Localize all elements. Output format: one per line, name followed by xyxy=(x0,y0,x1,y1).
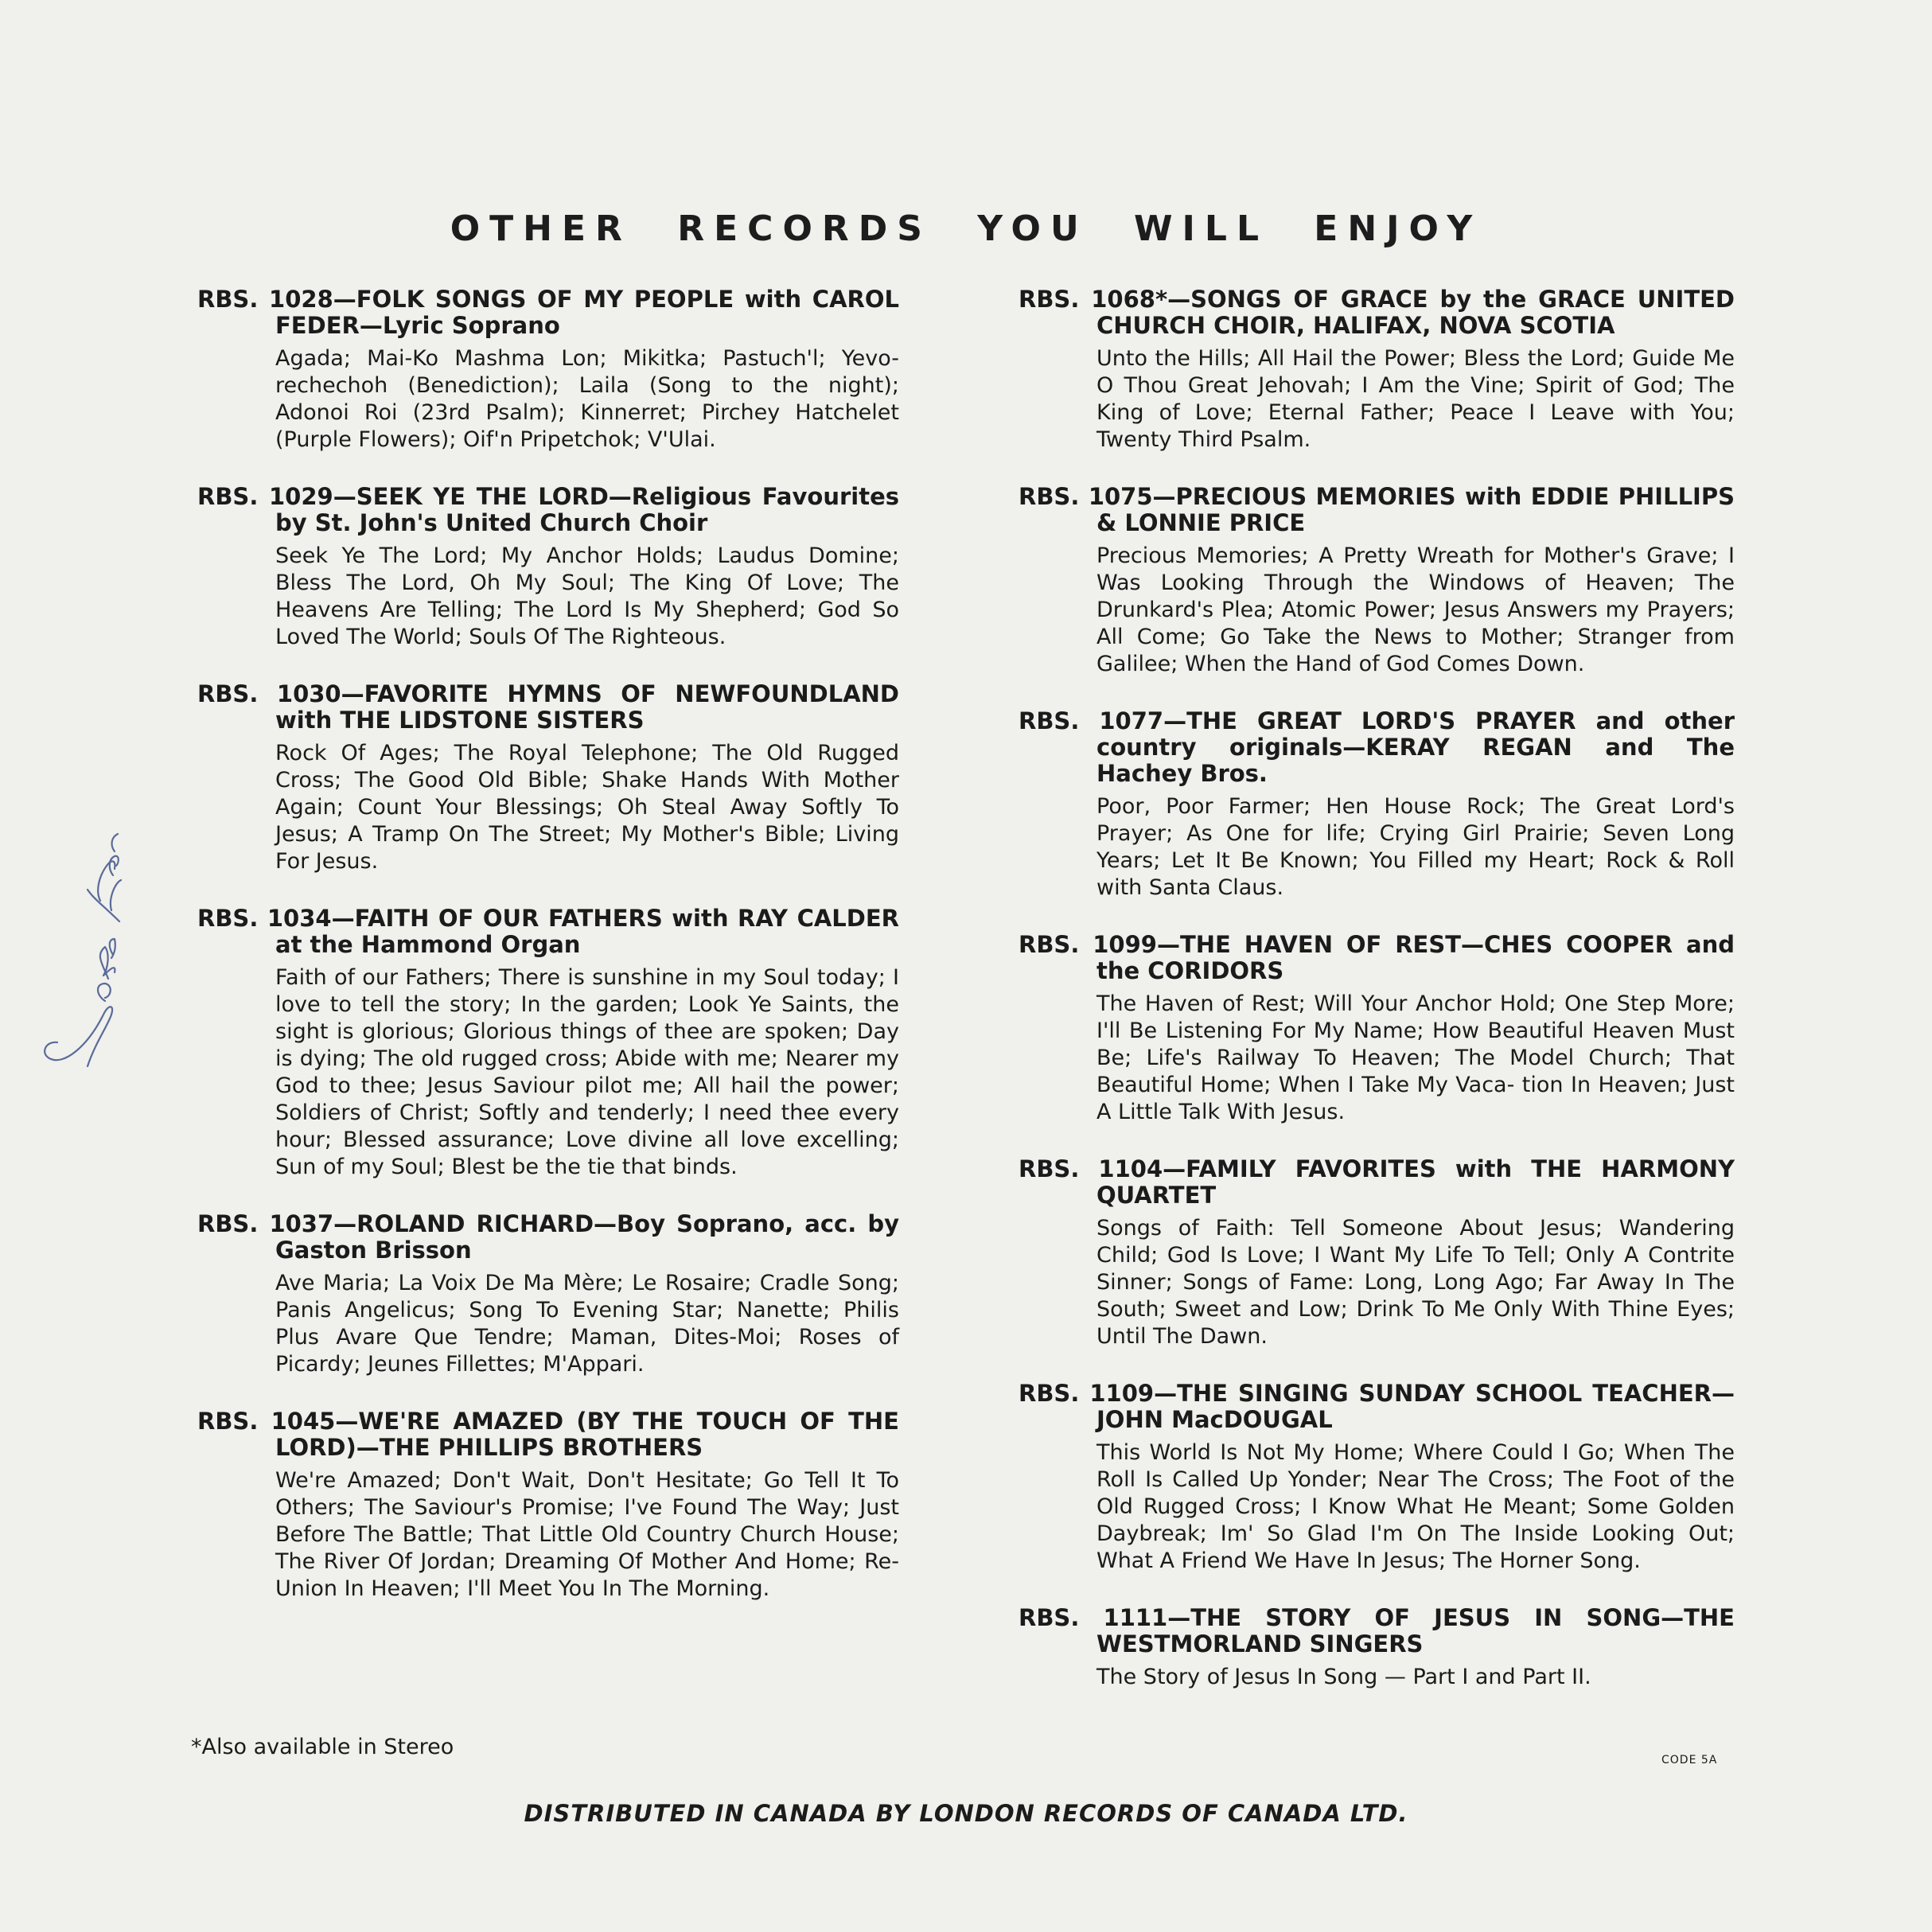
record-title: RBS. 1075—PRECIOUS MEMORIES with EDDIE PHILLIPS & LONNIE PRICE xyxy=(1019,483,1735,536)
page-title: OTHER RECORDS YOU WILL ENJOY xyxy=(450,208,1482,249)
stereo-footnote: *Also available in Stereo xyxy=(191,1735,454,1759)
record-title: RBS. 1077—THE GREAT LORD'S PRAYER and other country originals—KERAY REGAN and The Hachey Bros. xyxy=(1019,707,1735,787)
catalog-code: CODE 5A xyxy=(1661,1754,1718,1766)
record-tracks: This World Is Not My Home; Where Could I Go; When The Roll Is Called Up Yonder; Near The Cross; The Foot of the Old Rugged Cross; I Know What He Meant; Some Golden Daybreak; Im' So Glad I'm On The Inside Looking Out; What A Friend We Have In Jesus; The Horner Song. xyxy=(1096,1440,1735,1573)
list-item xyxy=(197,1408,899,1603)
record-title: RBS. 1045—WE'RE AMAZED (BY THE TOUCH OF THE LORD)—THE PHILLIPS BROTHERS xyxy=(197,1408,899,1461)
list-item xyxy=(1019,1605,1735,1691)
record-tracks: Faith of our Fathers; There is sunshine in my Soul today; I love to tell the story; In the garden; Look Ye Saints, the sight is glorious; Glorious things of thee are spoken; Day is dying; The old rugged cross; Abide with me; Nearer my God to thee; Jesus Saviour pilot me; All hail the power; Soldiers of Christ; Softly and tenderly; I need thee every hour; Blessed assurance; Love divine all love excelling; Sun of my Soul; Blest be the tie that binds. xyxy=(275,965,899,1179)
record-tracks: Agada; Mai-Ko Mashma Lon; Mikitka; Pastuch'l; Yevo- rechechoh (Benediction); Laila (Song to the night); Adonoi Roi (23rd Psalm); Kinnerret; Pirchey Hatchelet (Purple Flowers); Oif'n Pripetchok; V'Ulai. xyxy=(275,346,899,452)
record-title: RBS. 1030—FAVORITE HYMNS OF NEWFOUNDLAND with THE LIDSTONE SISTERS xyxy=(197,680,899,734)
record-tracks: Unto the Hills; All Hail the Power; Bless the Lord; Guide Me O Thou Great Jehovah; I Am the Vine; Spirit of God; The King of Love; Eternal Father; Peace I Leave with You; Twenty Third Psalm. xyxy=(1096,346,1735,452)
handwritten-signature xyxy=(32,828,143,1098)
record-title: RBS. 1104—FAMILY FAVORITES with THE HARMONY QUARTET xyxy=(1019,1155,1735,1209)
record-tracks: The Story of Jesus In Song — Part I and Part II. xyxy=(1096,1665,1591,1689)
distributor-line: DISTRIBUTED IN CANADA BY LONDON RECORDS OF CANADA LTD. xyxy=(524,1800,1408,1827)
list-item xyxy=(1019,708,1735,902)
list-item xyxy=(197,906,899,1181)
record-title: RBS. 1111—THE STORY OF JESUS IN SONG—THE WESTMORLAND SINGERS xyxy=(1019,1604,1735,1657)
record-tracks: Ave Maria; La Voix De Ma Mère; Le Rosaire; Cradle Song; Panis Angelicus; Song To Evening Star; Nanette; Philis Plus Avare Que Tendre; Maman, Dites-Moi; Roses of Picardy; Jeunes Fillettes; M'Appari. xyxy=(275,1271,899,1377)
record-tracks: Songs of Faith: Tell Someone About Jesus; Wandering Child; God Is Love; I Want My Life To Tell; Only A Contrite Sinner; Songs of Fame: Long, Long Ago; Far Away In The South; Sweet and Low; Drink To Me Only With Thine Eyes; Until The Dawn. xyxy=(1096,1216,1735,1349)
list-item xyxy=(197,484,899,651)
list-item xyxy=(1019,932,1735,1126)
list-item xyxy=(197,681,899,875)
record-title: RBS. 1037—ROLAND RICHARD—Boy Soprano, acc. by Gaston Brisson xyxy=(197,1210,899,1264)
record-title: RBS. 1028—FOLK SONGS OF MY PEOPLE with CAROL FEDER—Lyric Soprano xyxy=(197,286,899,339)
left-record-list xyxy=(197,286,899,1633)
record-tracks: Rock Of Ages; The Royal Telephone; The Old Rugged Cross; The Good Old Bible; Shake Hands With Mother Again; Count Your Blessings; Oh Steal Away Softly To Jesus; A Tramp On The Street; My Mother's Bible; Living For Jesus. xyxy=(275,741,899,874)
record-title: RBS. 1034—FAITH OF OUR FATHERS with RAY CALDER at the Hammond Organ xyxy=(197,905,899,958)
list-item xyxy=(1019,1381,1735,1575)
record-tracks: We're Amazed; Don't Wait, Don't Hesitate; Go Tell It To Others; The Saviour's Promise; I've Found The Way; Just Before The Battle; That Little Old Country Church House; The River Of Jordan; Dreaming Of Mother And Home; Re-Union In Heaven; I'll Meet You In The Morning. xyxy=(275,1468,899,1601)
record-title: RBS. 1099—THE HAVEN OF REST—CHES COOPER and the CORIDORS xyxy=(1019,931,1735,984)
record-tracks: Seek Ye The Lord; My Anchor Holds; Laudus Domine; Bless The Lord, Oh My Soul; The King Of Love; The Heavens Are Telling; The Lord Is My Shepherd; God So Loved The World; Souls Of The Righteous. xyxy=(275,543,899,649)
record-title: RBS. 1109—THE SINGING SUNDAY SCHOOL TEACHER— JOHN MacDOUGAL xyxy=(1019,1380,1735,1433)
list-item xyxy=(1019,484,1735,678)
list-item xyxy=(197,1211,899,1378)
list-item xyxy=(1019,286,1735,454)
right-record-list xyxy=(1019,286,1735,1721)
record-tracks: Precious Memories; A Pretty Wreath for Mother's Grave; I Was Looking Through the Windows of Heaven; The Drunkard's Plea; Atomic Power; Jesus Answers my Prayers; All Come; Go Take the News to Mother; Stranger from Galilee; When the Hand of God Comes Down. xyxy=(1096,543,1735,676)
record-tracks: Poor, Poor Farmer; Hen House Rock; The Great Lord's Prayer; As One for life; Crying Girl Prairie; Seven Long Years; Let It Be Known; You Filled my Heart; Rock & Roll with Santa Claus. xyxy=(1096,794,1735,900)
record-title: RBS. 1029—SEEK YE THE LORD—Religious Favourites by St. John's United Church Choir xyxy=(197,483,899,536)
list-item xyxy=(1019,1156,1735,1350)
record-tracks: The Haven of Rest; Will Your Anchor Hold; One Step More; I'll Be Listening For My Name; How Beautiful Heaven Must Be; Life's Railway To Heaven; The Model Church; That Beautiful Home; When I Take My Vaca- tion In Heaven; Just A Little Talk With Jesus. xyxy=(1096,991,1735,1124)
list-item xyxy=(197,286,899,454)
record-title: RBS. 1068*—SONGS OF GRACE by the GRACE UNITED CHURCH CHOIR, HALIFAX, NOVA SCOTIA xyxy=(1019,286,1735,339)
